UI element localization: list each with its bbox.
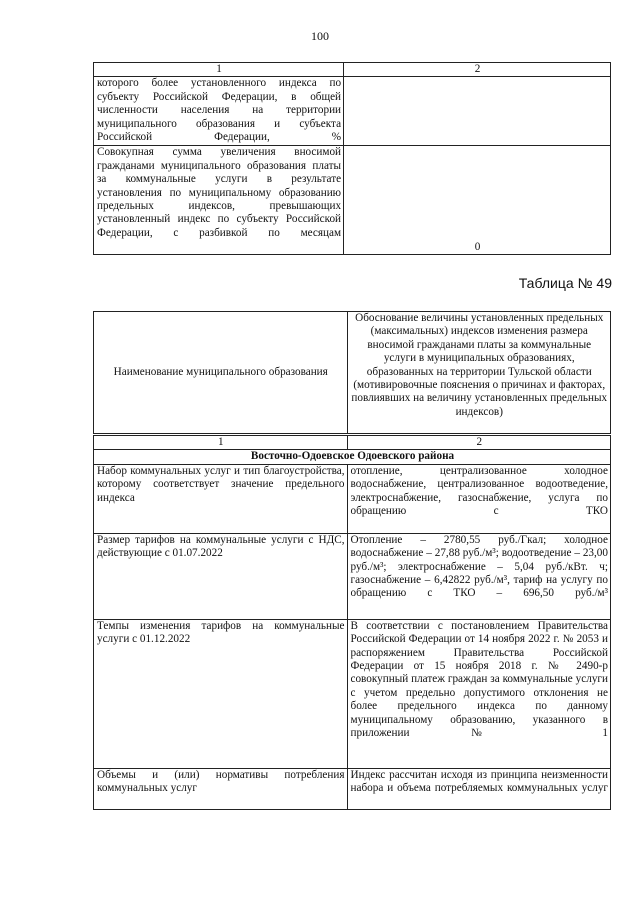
row-value: В соответствии с постановлением Правительства Российской Федерации от 14 ноября 2022 г. № 2053 и распоряжением Правительства Российской Федерации от 15 ноября 2018 г. № 2490-р совокупный платеж граждан за коммунальные услуги с учетом предельно допустимого отклонения не более предельного индекса по данному муниципальному образованию, указанного в приложении № 1: [347, 619, 611, 768]
section-title: Восточно-Одоевское Одоевского района: [94, 450, 611, 464]
page-number: 100: [311, 29, 329, 43]
header-justification: Обоснование величины установленных предельных (максимальных) индексов изменения размера вносимой гражданами платы за коммунальные услуги в муниципальных образованиях, образованных на территории Тульской области (мотивировочные пояснения о причинах и факторах, повлиявших на величину установленных предельных индексов): [347, 312, 611, 435]
row-label: Совокупная сумма увеличения вносимой гражданами муниципального образования платы за коммунальные услуги в результате установления по муниципальному образованию предельных индексов, превышающих установленный индекс по субъекту Российской Федерации, с разбивкой по месяцам: [94, 146, 344, 255]
table-row: [94, 464, 611, 533]
row-label: которого более установленного индекса по субъекту Российской Федерации, в общей численности населения на территории муниципального образования и субъекта Российской Федерации, %: [94, 77, 344, 146]
column-number-2: 2: [344, 63, 611, 77]
column-number-2: 2: [347, 435, 611, 450]
header-municipality-name: Наименование муниципального образования: [94, 312, 348, 435]
column-number-1: 1: [94, 63, 344, 77]
continuation-table: [93, 62, 611, 255]
row-value: 0: [344, 146, 611, 255]
row-value: Индекс рассчитан исходя из принципа неизменности набора и объема потребляемых коммунальных услуг: [347, 768, 611, 809]
row-label: Темпы изменения тарифов на коммунальные услуги с 01.12.2022: [94, 619, 348, 768]
column-number-row: [94, 435, 611, 450]
row-label: Объемы и (или) нормативы потребления коммунальных услуг: [94, 768, 348, 809]
row-value: [344, 77, 611, 146]
table-row: [94, 768, 611, 809]
row-value: отопление, централизованное холодное водоснабжение, централизованное водоотведение, электроснабжение, газоснабжение, услуга по обращению с ТКО: [347, 464, 611, 533]
table-caption: Таблица № 49: [518, 275, 612, 291]
table-row: [94, 619, 611, 768]
table-row: [94, 146, 611, 255]
row-label: Размер тарифов на коммунальные услуги с НДС, действующие с 01.07.2022: [94, 533, 348, 619]
row-label: Набор коммунальных услуг и тип благоустройства, которому соответствует значение предельного индекса: [94, 464, 348, 533]
table-row: [94, 533, 611, 619]
table-row: [94, 77, 611, 146]
section-row: [94, 450, 611, 464]
table-header-row: [94, 63, 611, 77]
table-header-row: [94, 312, 611, 435]
indices-justification-table: [93, 311, 611, 810]
row-value: Отопление – 2780,55 руб./Гкал; холодное водоснабжение – 27,88 руб./м³; водоотведение – 23,00 руб./м³; электроснабжение – 5,04 руб./кВт. ч; газоснабжение – 6,42822 руб./м³, тариф на услугу по обращению с ТКО – 696,50 руб./м³: [347, 533, 611, 619]
column-number-1: 1: [94, 435, 348, 450]
